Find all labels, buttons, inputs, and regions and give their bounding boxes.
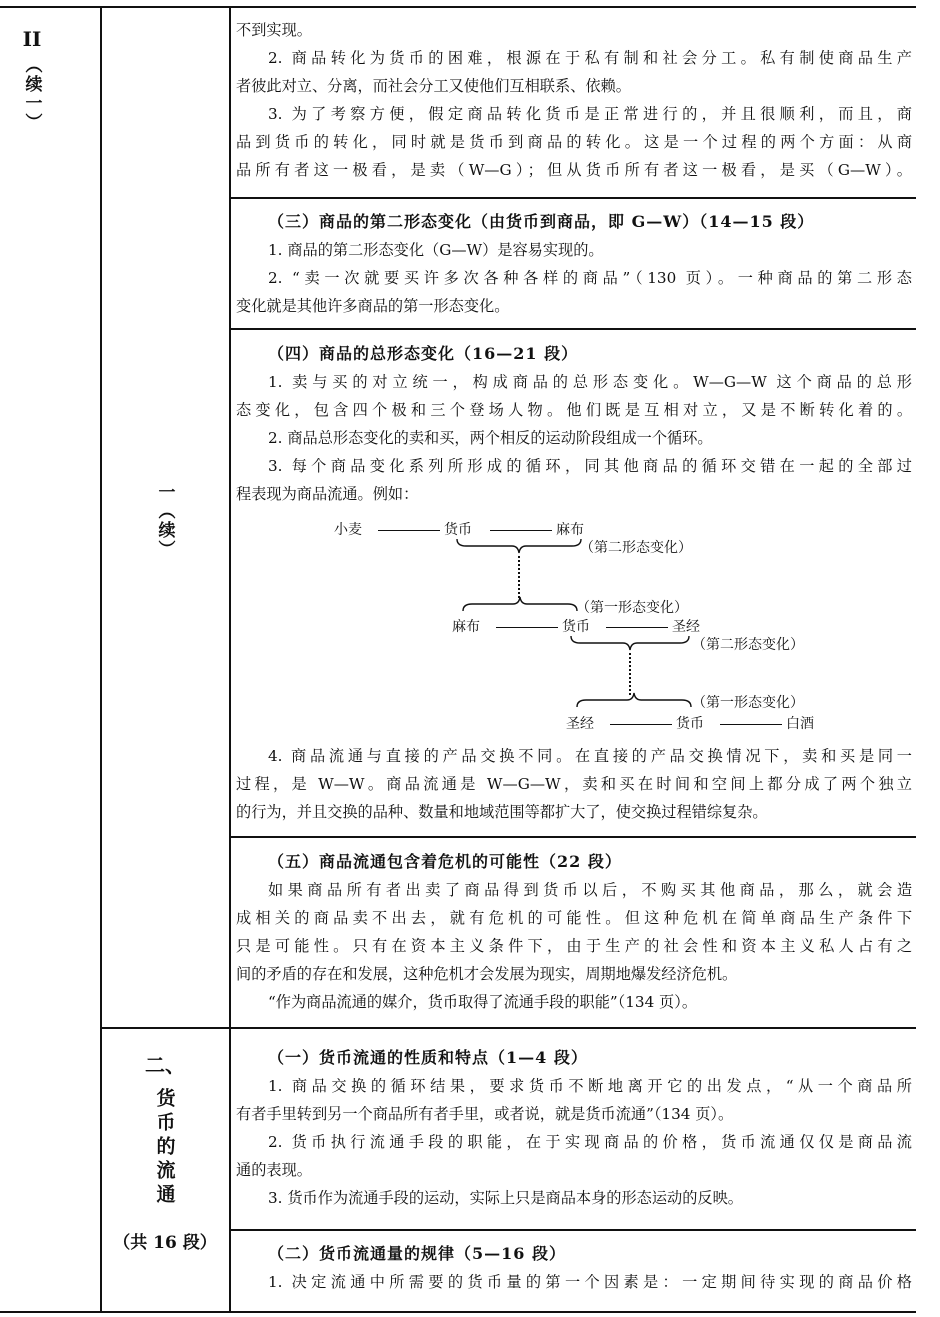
block-money-quantity-law: [236, 1240, 912, 1296]
text-line: 程表现为商品流通。例如：: [236, 485, 419, 503]
text-line: 品所有者这一极看，是卖（W—G）；但从货币所有者这一极看，是买（G—W）。: [236, 161, 912, 179]
section-one-continued: [140, 483, 190, 559]
diagram-arrow-line: [496, 627, 558, 628]
diagram-brace: [576, 692, 692, 708]
text-line: 3. 为了考察方便，假定商品转化货币是正常进行的，并且很顺利，而且，商: [268, 105, 912, 123]
diagram-term: 麻布: [556, 522, 584, 538]
text-line: 通的表现。: [236, 1161, 312, 1179]
row-divider-5: [229, 1229, 916, 1231]
text-line: 态变化，包含四个极和三个登场人物。他们既是互相对立，又是不断转化着的。: [236, 401, 912, 419]
section-heading: （二）货币流通量的规律（5—16 段）: [268, 1244, 566, 1263]
row-divider-2: [229, 328, 916, 330]
text-line: 品到货币的转化，同时就是货币到商品的转化。这是一个过程的两个方面：从商: [236, 133, 912, 151]
text-line: 间的矛盾的存在和发展，这种危机才会发展为现实，周期地爆发经济危机。: [236, 965, 738, 983]
text-line: 3. 货币作为流通手段的运动，实际上只是商品本身的形态运动的反映。: [268, 1189, 743, 1207]
text-line: 4. 商品流通与直接的产品交换不同。在直接的产品交换情况下，卖和买是同一: [268, 747, 912, 765]
col-divider-2: [229, 6, 231, 1313]
diagram-term: 白酒: [786, 716, 814, 732]
text-line: 过程，是 W—W。商品流通是 W—G—W，卖和买在时间和空间上都分成了两个独立: [236, 775, 912, 793]
section-heading: （三）商品的第二形态变化（由货币到商品，即 G—W）（14—15 段）: [268, 212, 815, 231]
diagram-term: 小麦: [334, 522, 362, 538]
text-line: “作为商品流通的媒介，货币取得了流通手段的职能”（134 页）。: [268, 993, 698, 1011]
diagram-arrow-line: [720, 724, 782, 725]
text-line: 成相关的商品卖不出去，就有危机的可能性。但这种危机在简单商品生产条件下: [236, 909, 912, 927]
diagram-brace: [462, 596, 578, 612]
block-money-circulation-nature: [236, 1044, 912, 1212]
text-line: 3. 每个商品变化系列所形成的循环，同其他商品的循环交错在一起的全部过: [268, 457, 912, 475]
diagram-dotted-link: [629, 653, 631, 695]
section-two-label: [110, 1052, 220, 1253]
diagram-term: 麻布: [452, 619, 480, 635]
block-second-metamorphosis: [236, 208, 912, 320]
text-line: 如果商品所有者出卖了商品得到货币以后，不购买其他商品，那么，就会造: [268, 881, 912, 899]
part-label: [12, 26, 52, 132]
text-line: 者彼此对立、分离，而社会分工又使他们互相联系、依赖。: [236, 77, 631, 95]
diagram-term: 圣经: [566, 716, 594, 732]
diagram-term: 货币: [562, 619, 590, 635]
diagram-arrow-line: [378, 530, 440, 531]
part-roman: II: [22, 27, 42, 51]
circulation-diagram: [330, 518, 850, 738]
text-line: 不到实现。: [236, 21, 312, 39]
text-line: 有者手里转到另一个商品所有者手里，或者说，就是货币流通”（134 页）。: [236, 1105, 734, 1123]
diagram-brace: [456, 538, 582, 554]
row-divider-3: [229, 836, 916, 838]
text-line: 2. 商品转化为货币的困难，根源在于私有制和社会分工。私有制使商品生产: [268, 49, 912, 67]
text-line: 的行为，并且交换的品种、数量和地域范围等都扩大了，使交换过程错综复杂。: [236, 803, 768, 821]
section-two-number: 二、: [145, 1053, 185, 1077]
text-line: 1. 决定流通中所需要的货币量的第一个因素是：一定期间待实现的商品价格: [268, 1273, 912, 1291]
section-one-continued-label: 一（续）: [154, 483, 175, 559]
diagram-brace: [570, 635, 690, 651]
block-total-metamorphosis: [236, 340, 912, 508]
row-divider-4: [100, 1027, 916, 1029]
section-heading: （四）商品的总形态变化（16—21 段）: [268, 344, 579, 363]
text-line: 2. “卖一次就要买许多次各种各样的商品”（130 页）。一种商品的第二形态: [268, 269, 912, 287]
row-divider-1: [229, 197, 916, 199]
diagram-term: 货币: [676, 716, 704, 732]
section-heading: （一）货币流通的性质和特点（1—4 段）: [268, 1048, 588, 1067]
text-line: 1. 卖与买的对立统一，构成商品的总形态变化。W—G—W 这个商品的总形: [268, 373, 912, 391]
block-commodity-money: [236, 16, 912, 184]
diagram-arrow-line: [490, 530, 552, 531]
text-line: 2. 商品总形态变化的卖和买，两个相反的运动阶段组成一个循环。: [268, 429, 713, 447]
text-line: 1. 商品交换的循环结果，要求货币不断地离开它的出发点，“从一个商品所: [268, 1077, 912, 1095]
text-line: 1. 商品的第二形态变化（G—W）是容易实现的。: [268, 241, 604, 259]
section-two-title: 货币的流通: [153, 1088, 176, 1208]
diagram-term: 货币: [444, 522, 472, 538]
text-line: 只是可能性。只有在资本主义条件下，由于生产的社会性和资本主义私人占有之: [236, 937, 912, 955]
diagram-arrow-line: [606, 627, 668, 628]
diagram-note: （第二形态变化）: [692, 637, 804, 653]
section-two-count: （共 16 段）: [113, 1233, 217, 1253]
block-crisis-possibility: [236, 848, 912, 1016]
diagram-arrow-line: [610, 724, 672, 725]
text-line: 变化就是其他许多商品的第一形态变化。: [236, 297, 510, 315]
part-continued: （续一）: [21, 56, 42, 132]
diagram-dotted-link: [518, 556, 520, 598]
block-total-metamorphosis-cont: [236, 742, 912, 826]
top-rule: [0, 6, 916, 8]
text-line: 2. 货币执行流通手段的职能，在于实现商品的价格，货币流通仅仅是商品流: [268, 1133, 912, 1151]
diagram-term: 圣经: [672, 619, 700, 635]
bottom-rule: [0, 1311, 916, 1313]
col-divider-1: [100, 6, 102, 1313]
diagram-note: （第一形态变化）: [576, 600, 688, 616]
diagram-note: （第二形态变化）: [580, 540, 692, 556]
diagram-note: （第一形态变化）: [692, 695, 804, 711]
section-heading: （五）商品流通包含着危机的可能性（22 段）: [268, 852, 622, 871]
